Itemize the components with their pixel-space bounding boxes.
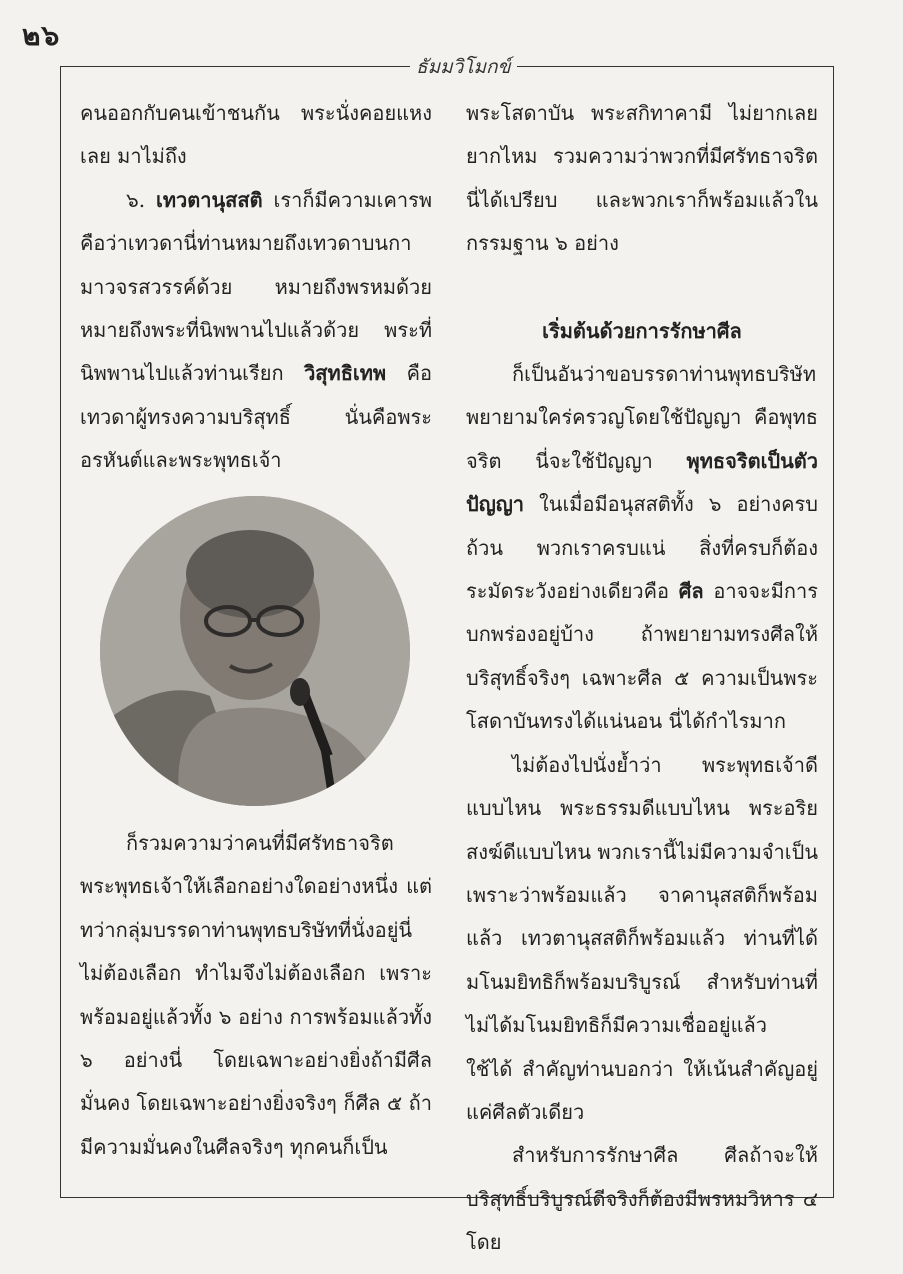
item-number: ๖. bbox=[126, 187, 146, 212]
left-column-bottom bbox=[80, 822, 432, 1169]
right-paragraph-3: ไม่ต้องไปนั่งย้ำว่า พระพุทธเจ้าดีแบบไหน พระธรรมดีแบบไหน พระอริยสงฆ์ดีแบบไหน พวกเรานี้ไม่มีความจำเป็น เพราะว่าพร้อมแล้ว จาคานุสสติก็พร้อมแล้ว เทวตานุสสติก็พร้อมแล้ว ท่านที่ได้มโนมยิทธิก็พร้อมบริบูรณ์ สำหรับท่านที่ไม่ได้มโนมยิทธิก็มีความเชื่ออยู่แล้ว ใช้ได้ สำคัญท่านบอกว่า ให้เน้นสำคัญอยู่แค่ศีลตัวเดียว bbox=[466, 752, 818, 1124]
page-number: ๒๖ bbox=[22, 19, 61, 52]
left-paragraph-2 bbox=[80, 179, 432, 483]
term-visuddhideva: วิสุทธิเทพ bbox=[304, 361, 387, 386]
right-paragraph-2 bbox=[466, 353, 818, 744]
right-paragraph-2-text: ก็เป็นอันว่าขอบรรดาท่านพุทธบริษัทพยายามใคร่ครวญโดยใช้ปัญญา คือพุทธจริต นี่จะใช้ปัญญา bbox=[466, 362, 818, 473]
term-devatanussati: เทวตานุสสติ bbox=[156, 187, 263, 212]
portrait-illustration bbox=[100, 496, 410, 806]
left-paragraph-2-text: เราก็มีความเคารพ คือว่าเทวดานี่ท่านหมายถึงเทวดาบนกามาวจรสวรรค์ด้วย หมายถึงพรหมด้วย หมายถึงพระที่นิพพานไปแล้วด้วย พระที่นิพพานไปแล้วท่านเรียก bbox=[80, 187, 433, 386]
right-column bbox=[466, 92, 818, 1265]
running-header: ธัมมวิโมกข์ bbox=[410, 52, 517, 82]
term-buddhacarita: พุทธจริตเป็นตัวปัญญา bbox=[466, 448, 818, 517]
left-paragraph-3: ก็รวมความว่าคนที่มีศรัทธาจริต พระพุทธเจ้าให้เลือกอย่างใดอย่างหนึ่ง แต่ทว่ากลุ่มบรรดาท่านพุทธบริษัทที่นั่งอยู่นี่ไม่ต้องเลือก ทำไมจึงไม่ต้องเลือก เพราะพร้อมอยู่แล้วทั้ง ๖ อย่าง การพร้อมแล้วทั้ง ๖ อย่างนี่ โดยเฉพาะอย่างยิ่งถ้ามีศีลมั่นคง โดยเฉพาะอย่างยิ่งจริงๆ ก็ศีล ๕ ถ้ามีความมั่นคงในศีลจริงๆ ทุกคนก็เป็น bbox=[80, 831, 432, 1159]
right-paragraph-1: พระโสดาบัน พระสกิทาคามี ไม่ยากเลย ยากไหม รวมความว่าพวกที่มีศรัทธาจริตนี่ได้เปรียบ และพวกเราก็พร้อมแล้วในกรรมฐาน ๖ อย่าง bbox=[466, 101, 818, 256]
left-paragraph-1: คนออกกับคนเข้าชนกัน พระนั่งคอยแหงเลย มาไม่ถึง bbox=[80, 101, 432, 169]
left-paragraph-2-text-end: คือเทวดาผู้ทรงความบริสุทธิ์ นั่นคือพระอรหันต์และพระพุทธเจ้า bbox=[80, 361, 433, 473]
right-paragraph-4: สำหรับการรักษาศีล ศีลถ้าจะให้บริสุทธิ์บริบูรณ์ดีจริงก็ต้องมีพรหมวิหาร ๔ โดย bbox=[466, 1143, 818, 1255]
left-column-top bbox=[80, 92, 432, 483]
right-paragraph-2-text-end: อาจจะมีการบกพร่องอยู่บ้าง ถ้าพยายามทรงศีลให้บริสุทธิ์จริงๆ เฉพาะศีล ๕ ความเป็นพระโสดาบันทรงได้แน่นอน นี่ได้กำไรมาก bbox=[466, 579, 819, 734]
right-paragraph-2-text-middle: ในเมื่อมีอนุสสติทั้ง ๖ อย่างครบถ้วน พวกเราครบแน่ สิ่งที่ครบก็ต้องระมัดระวังอย่างเดียวคือ bbox=[466, 492, 818, 604]
section-heading: เริ่มต้นด้วยการรักษาศีล bbox=[542, 318, 742, 343]
monk-portrait-photo bbox=[100, 496, 410, 806]
term-sila: ศีล bbox=[678, 579, 704, 604]
